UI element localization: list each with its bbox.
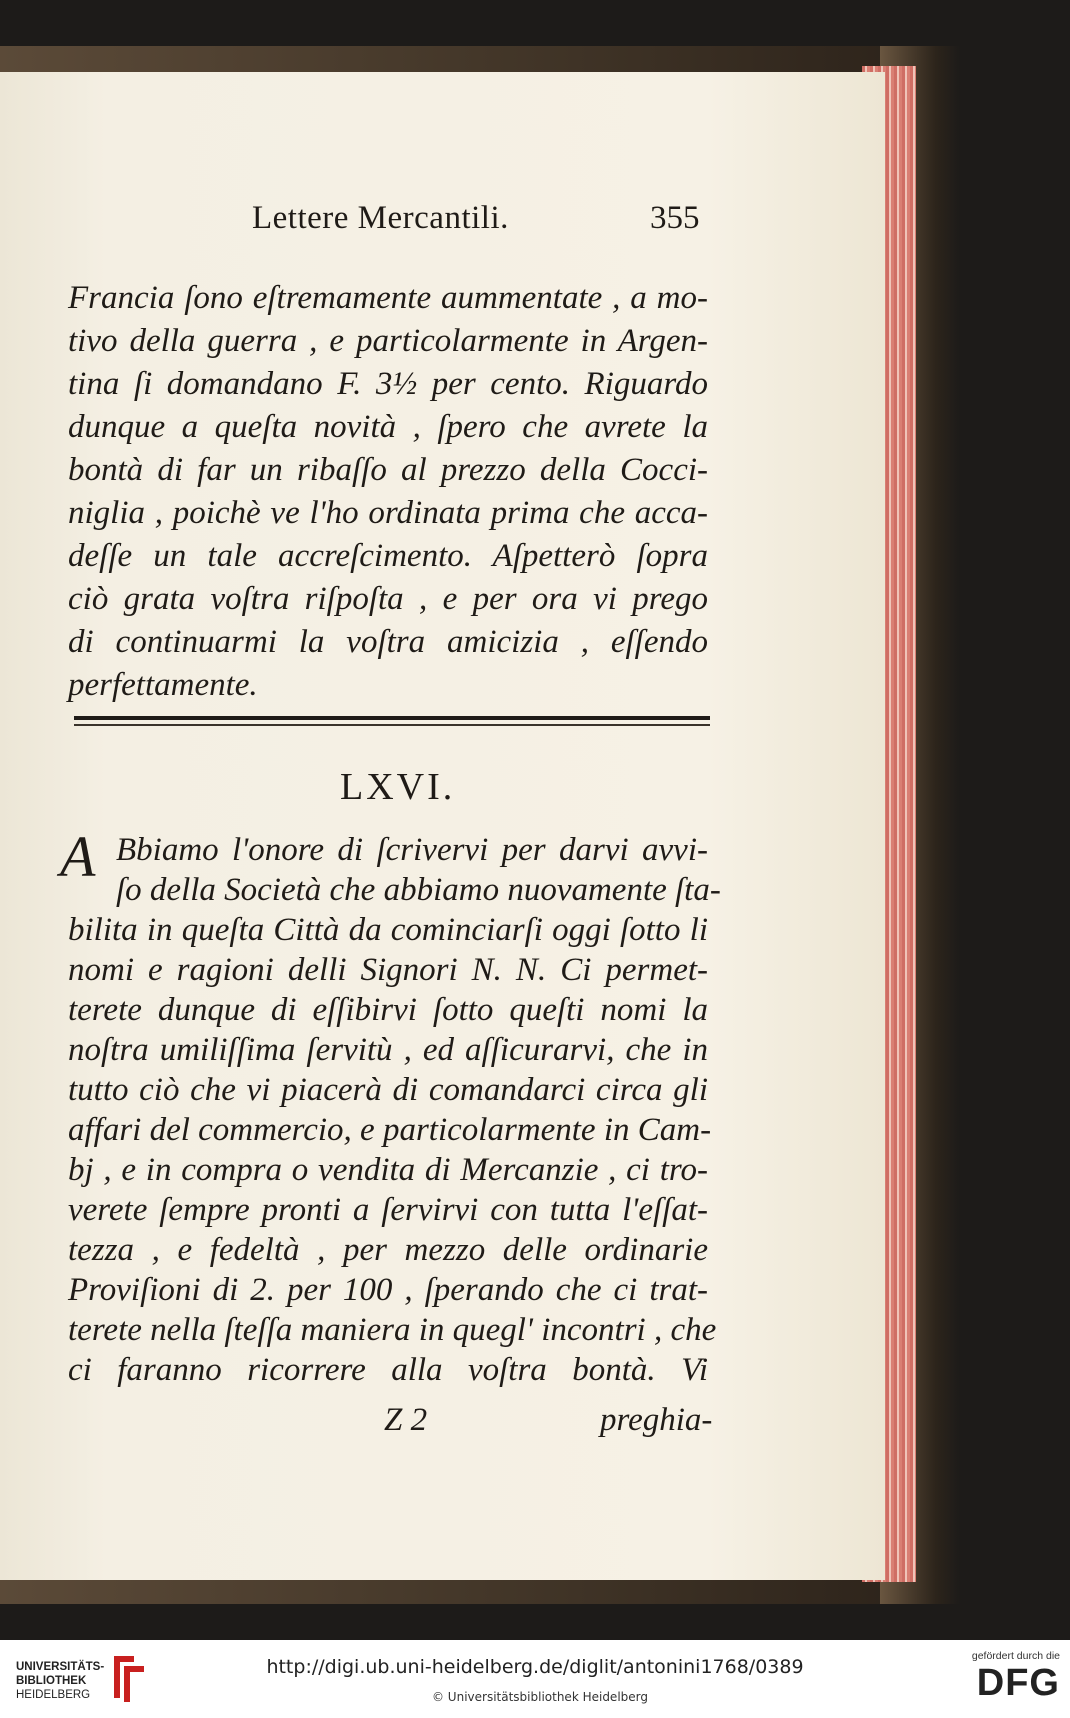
dfg-logo: DFG xyxy=(976,1662,1060,1704)
library-name-line: UNIVERSITÄTS- xyxy=(16,1661,105,1673)
text-line: nomi e ragioni delli Signori N. N. Ci permet- xyxy=(68,952,708,988)
viewer-footer xyxy=(0,1640,1070,1718)
text-line: tutto ciò che vi piacerà di comandarci circa gli xyxy=(68,1072,708,1108)
text-line: ſo della Società che abbiamo nuovamente ſta- xyxy=(116,872,721,908)
library-name-line: HEIDELBERG xyxy=(16,1689,91,1701)
text-line: niglia , poichè ve l'ho ordinata prima che acca- xyxy=(68,495,708,531)
funded-by-label: gefördert durch die xyxy=(971,1650,1060,1662)
text-line: tivo della guerra , e particolarmente in Argen- xyxy=(68,323,708,359)
text-line: tezza , e fedeltà , per mezzo delle ordinarie xyxy=(68,1232,708,1268)
text-line: verete ſempre pronti a ſervirvi con tutta l'eſſat- xyxy=(68,1192,708,1228)
text-line: Bbiamo l'onore di ſcrivervi per darvi avvi- xyxy=(116,832,708,868)
running-head: Lettere Mercantili. xyxy=(252,200,509,236)
text-line: di continuarmi la voſtra amicizia , eſſendo xyxy=(68,624,708,660)
section-rule-thick xyxy=(74,716,710,720)
text-line: noſtra umiliſſima ſervitù , ed aſſicurarvi, che in xyxy=(68,1032,708,1068)
text-line: bilita in queſta Città da cominciarſi oggi ſotto li xyxy=(68,912,708,948)
text-line: tina ſi domandano F. 3½ per cento. Riguardo xyxy=(68,366,708,402)
text-line: dunque a queſta novità , ſpero che avrete la xyxy=(68,409,708,445)
text-line: bontà di far un ribaſſo al prezzo della Cocci- xyxy=(68,452,708,488)
text-line: deſſe un tale accreſcimento. Aſpetterò ſopra xyxy=(68,538,708,574)
section-rule-thin xyxy=(74,724,710,726)
permalink-url[interactable]: http://digi.ub.uni-heidelberg.de/diglit/antonini1768/0389 xyxy=(266,1656,804,1678)
text-line: ci faranno ricorrere alla voſtra bontà. Vi xyxy=(68,1352,708,1388)
copyright-notice: © Universitätsbibliothek Heidelberg xyxy=(431,1690,648,1704)
text-line: terete nella ſteſſa maniera in quegl' incontri , che xyxy=(68,1312,717,1348)
text-line: Francia ſono eſtremamente aummentate , a mo- xyxy=(68,280,708,316)
text-line: Proviſioni di 2. per 100 , ſperando che ci trat- xyxy=(68,1272,708,1308)
page-number: 355 xyxy=(650,200,700,236)
funder-block[interactable] xyxy=(930,1650,1060,1704)
text-line: ciò grata voſtra riſpoſta , e per ora vi prego xyxy=(68,581,708,617)
catchword: preghia- xyxy=(600,1402,713,1438)
text-line: terete dunque di eſſibirvi ſotto queſti nomi la xyxy=(68,992,708,1028)
library-name-line: BIBLIOTHEK xyxy=(16,1675,87,1687)
signature-mark: Z 2 xyxy=(384,1402,428,1438)
text-line: affari del commercio, e particolarmente in Cam- xyxy=(68,1112,712,1148)
library-emblem-icon xyxy=(110,1650,148,1704)
text-line: perfettamente. xyxy=(68,667,258,703)
drop-cap: A xyxy=(60,824,96,889)
section-numeral: LXVI. xyxy=(340,766,456,808)
text-line: bj , e in compra o vendita di Mercanzie , ci tro- xyxy=(68,1152,708,1188)
